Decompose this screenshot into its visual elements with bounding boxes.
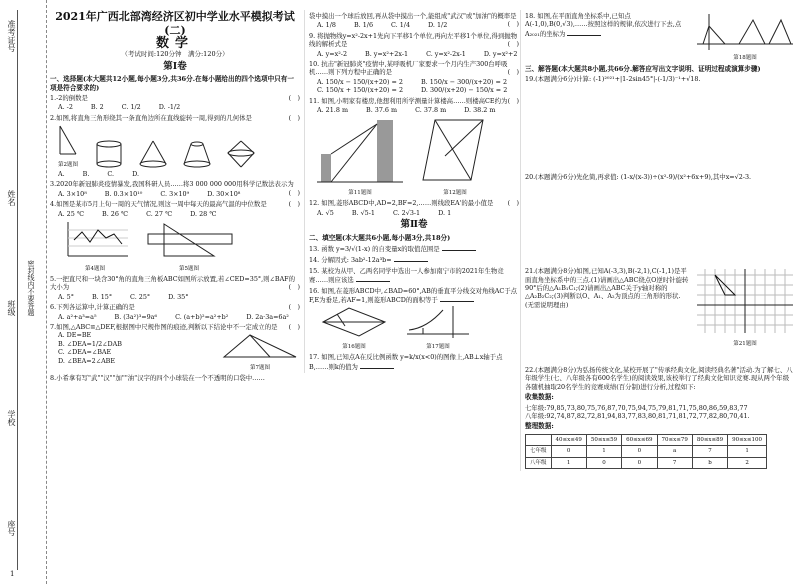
option: D. 30×10⁸ <box>207 189 241 198</box>
exam-meta: （考试时间:120分钟 满分:120分） <box>121 50 229 59</box>
question-4 <box>50 200 300 273</box>
figure-caption: 第4题图 <box>85 265 105 272</box>
table-cell: 1 <box>551 457 586 468</box>
figure-2 <box>54 124 82 169</box>
question-5 <box>50 275 300 301</box>
figure-caption: 第7题图 <box>250 364 270 371</box>
question-16 <box>309 287 519 352</box>
answer-blank[interactable] <box>360 362 394 369</box>
q-text: -2的倒数是 <box>56 94 88 103</box>
question-21 <box>525 267 794 348</box>
organize-heading: 整理数据: <box>525 422 554 431</box>
option: C. (a+b)²=a²+b² <box>175 312 229 321</box>
table-header-cell: 70≤x≤79 <box>657 434 692 445</box>
question-7 <box>50 323 300 372</box>
option: D. 2a·3a=6a² <box>246 312 289 321</box>
table-row <box>526 446 767 457</box>
section3-heading: 三、解答题(本大题共8小题,共66分.解答应写出文字说明、证明过程或演算步骤) <box>525 64 761 73</box>
data-row-grade7: 七年级:79,85,73,80,75,76,87,70,75,94,75,79,81,71,75,80,86,59,83,77 <box>525 403 748 412</box>
option: C. 37.8 m <box>415 106 447 115</box>
figure-18 <box>695 12 794 63</box>
inverse-function-figure <box>403 304 473 340</box>
figure-caption: 第11题图 <box>348 189 372 196</box>
coordinate-grid-figure <box>695 267 794 337</box>
question-13 <box>309 244 519 253</box>
table-cell: 0 <box>622 446 657 457</box>
q-text: 小希拿有写"武""汉""加""油"汉字的四个小球装在一个不透明的口袋中…… <box>56 374 265 383</box>
option: B. 26 ℃ <box>102 209 129 218</box>
table-cell: 0 <box>586 457 621 468</box>
question-14 <box>309 255 519 264</box>
answer-paren: ( ) <box>288 283 300 292</box>
q-text: 21.(本题满分8分)如图,已知A(-3,3),B(-2,1),C(-1,1)是平面直角坐标系中的三点.(1)请画出△ABC绕点O逆时针旋转90°后的△A₁B₁C₁;(2)请画出△ABC关于y轴对称的△A₂B₂C₂;(3)判断以O、A₁、A₂为顶点的三角形的形状.(无需说明理由) <box>525 267 689 309</box>
answer-paren: ( ) <box>288 322 300 331</box>
table-header-cell: 80≤x≤89 <box>692 434 727 445</box>
table-cell: b <box>692 457 727 468</box>
option: B. 15° <box>91 292 113 301</box>
answer-paren: ( ) <box>288 94 300 103</box>
option: A. √5 <box>317 208 334 217</box>
answer-paren: ( ) <box>507 96 519 105</box>
q-text: 18. 如图,在平面直角坐标系中,已知点A(-1,0),B(0,√3),……按照这样的规律,依次进行下去,点A₂₀₂₁的坐标为 <box>525 12 682 38</box>
option: A. <box>58 170 65 179</box>
q-text: 22.(本题满分8分)为弘扬传统文化,某校开展了"传承经典文化,阅读经典名著"活动.为了解七、八年级学生(七、八年级各有600名学生)的阅读效果,该校举行了经典文化知识竞赛.现从两个年级各随机抽取20名学生的竞赛成绩(百分制)进行分析,过程如下: <box>525 366 793 391</box>
option: C. 150/x + 150/(x+20) = 2 <box>317 86 404 95</box>
rolling-triangle-figure <box>695 12 794 52</box>
section2-heading: 二、填空题(本大题共6小题,每小题3分,共18分) <box>309 233 451 242</box>
question-17 <box>309 353 519 371</box>
option: C. 3×10⁹ <box>160 189 190 198</box>
q-text: 20.(本题满分6分)先化简,再求值: (1-x/(x-3))÷(x²-9)/(x²+6x+9),其中x=√2-3. <box>525 173 752 182</box>
rhombus-bisector-figure <box>319 304 389 340</box>
q-text: 15. 某校为从甲、乙两名同学中选出一人参加南宁市的2021年生物竞赛……则应该选 <box>309 266 504 285</box>
table-row <box>526 457 767 468</box>
answer-paren: ( ) <box>288 303 300 312</box>
question-19 <box>525 75 794 171</box>
option: B. y=x²+2x-1 <box>365 49 409 58</box>
triangle-figure <box>54 124 82 158</box>
figure-5 <box>144 220 234 273</box>
option: A. y=x²-2 <box>317 49 348 58</box>
option: D. 1 <box>438 208 452 217</box>
q-number: 4. <box>50 200 57 209</box>
question-3 <box>50 180 300 198</box>
cylinder-icon <box>92 139 126 169</box>
q-text: 如图,△ABC≌△DEF,根据图中尺规作图的痕迹,判断以下结论中不一定成立的是 <box>56 322 278 331</box>
q-text: 16. 如图,在菱形ABCD中,∠BAD=60°,AB的垂直平分线交对角线AC于点F,E为垂足,若AF=1,则菱形ABCD的面积等于 <box>309 286 518 304</box>
label-seat: 座号 <box>7 520 16 536</box>
answer-blank[interactable] <box>567 29 601 36</box>
option: A. a²+a³=a⁵ <box>58 312 97 321</box>
frequency-table <box>525 434 767 469</box>
q-number: 3. <box>50 180 57 189</box>
table-header-cell: 60≤x≤69 <box>622 434 657 445</box>
option: A. 5° <box>58 292 74 301</box>
figure-caption: 第16题图 <box>342 343 366 350</box>
option: A. 3×10⁸ <box>58 189 87 198</box>
option: C. 25° <box>130 292 151 301</box>
frustum-icon <box>180 139 214 169</box>
table-cell: 0 <box>551 446 586 457</box>
option: A. -2 <box>58 103 73 112</box>
q-text: 如图,将直角三角形绕其一条直角边所在直线旋转一周,得到的几何体是 <box>56 113 252 122</box>
answer-paren: ( ) <box>288 113 300 122</box>
q-text: 17. 如图,已知点A在反比例函数 y=k/x(x<0)的图像上,AB⊥x轴于点B,……则k的值为 <box>309 353 503 371</box>
label-seal-warning: 密封线内不要答题 <box>27 260 35 316</box>
option: D. 35° <box>168 292 189 301</box>
table-cell: 1 <box>586 446 621 457</box>
label-name: 姓名 <box>7 190 16 206</box>
option: C. y=x²-2x-1 <box>426 49 466 58</box>
option: D. 28 ℃ <box>190 209 217 218</box>
q-text: 2020年新冠肺炎疫情暴发,我国科研人员……将3 000 000 000用科学记数法表示为 <box>56 180 294 189</box>
exam-subject: 数学 <box>155 36 194 51</box>
collect-heading: 收集数据: <box>525 393 554 402</box>
q-number: 5. <box>50 274 57 283</box>
q-number: 6. <box>50 303 57 312</box>
table-cell: 7 <box>657 457 692 468</box>
figure-4 <box>60 220 130 273</box>
part1-label: 第Ⅰ卷 <box>163 60 187 72</box>
question-1 <box>50 94 300 112</box>
option: B. <box>82 170 90 179</box>
question-10 <box>309 60 519 95</box>
q-text: 13. 函数 y=3/√(1-x) 的自变量x的取值范围是 <box>309 244 440 253</box>
double-cone-icon <box>224 139 258 169</box>
question-12 <box>309 199 519 217</box>
option: D. ∠BEA=2∠ABE <box>58 356 116 365</box>
option: D. 300/(x+20) − 150/x = 2 <box>421 86 508 95</box>
q-text: 9. 将抛物线y=x²-2x+1先向下平移1个单位,再向左平移1个单位,得到抛物线的解析式是 <box>309 31 518 49</box>
option: B. √5-1 <box>351 208 375 217</box>
q-text: 19.(本题满分6分)计算: (-1)²⁰²¹+|1-2sin45°|-(-1/3)⁻¹+√18. <box>525 75 701 84</box>
table-header-cell: 50≤x≤59 <box>586 434 621 445</box>
q-text: 14. 分解因式: 3ab²-12a³b= <box>309 256 392 265</box>
option: C. 2√3-1 <box>392 208 421 217</box>
table-cell: 0 <box>622 457 657 468</box>
option: B. 37.6 m <box>366 106 398 115</box>
question-9 <box>309 32 519 58</box>
table-cell: a <box>657 446 692 457</box>
data-row-grade8: 八年级:92,74,87,82,72,81,94,83,77,83,80,81,71,81,72,77,82,80,70,41. <box>525 412 750 421</box>
answer-paren: ( ) <box>507 20 519 29</box>
table-cell: 八年级 <box>526 457 552 468</box>
temperature-line-chart <box>60 220 130 262</box>
answer-paren: ( ) <box>507 68 519 77</box>
building-height-figure <box>315 116 405 186</box>
column-1 <box>50 10 300 385</box>
option: A. 1/8 <box>317 21 336 30</box>
q-number: 7. <box>50 322 57 331</box>
table-cell: 2 <box>728 457 767 468</box>
section1-heading: 一、选择题(本大题共12小题,每小题3分,共36分.在每小题给出的四个选项中只有一项是符合要求的) <box>50 75 294 92</box>
table-header-row <box>526 434 767 445</box>
figure-12 <box>415 116 495 197</box>
table-cell: 七年级 <box>526 446 552 457</box>
figure-11 <box>315 116 405 197</box>
figure-7 <box>220 331 300 372</box>
q-number: 1. <box>50 94 57 103</box>
option: B. 2 <box>90 103 104 112</box>
page-mark: 1 <box>10 570 15 578</box>
label-class: 班级 <box>7 300 16 316</box>
option: C. 1/4 <box>391 21 411 30</box>
q-text: 下列各运算中,计算正确的是 <box>56 303 135 312</box>
answer-blank[interactable] <box>356 275 390 282</box>
question-8-cont <box>309 12 519 30</box>
option: B. 1/6 <box>353 21 374 30</box>
q-text: 10. 抗击"新冠肺炎"疫情中,某呼吸机厂家要求一个月内生产300台呼吸机……则下列方程中正确的是 <box>309 60 508 77</box>
answer-blank[interactable] <box>442 244 476 251</box>
figure-caption: 第17题图 <box>426 343 450 350</box>
option: B. ∠DEA=1/2∠DAB <box>58 339 122 348</box>
answer-blank[interactable] <box>440 295 474 302</box>
figure-caption: 第21题图 <box>733 340 757 347</box>
column-3 <box>520 10 794 471</box>
label-exam-no: 准考证号 <box>7 20 16 52</box>
table-header-cell <box>526 434 552 445</box>
exam-title: 2021年广西北部湾经济区初中学业水平模拟考试(二) <box>55 10 295 37</box>
q-text: 11. 如图,小明家有楼房,他想利用所学测量计算楼高……则楼高CE约为 <box>309 96 508 105</box>
part2-label: 第Ⅱ卷 <box>400 219 428 231</box>
option: D. 1/2 <box>428 21 448 30</box>
construction-figure <box>220 331 300 361</box>
option: B. 150/x − 300/(x+20) = 2 <box>420 77 508 86</box>
figure-caption: 第5题图 <box>179 265 199 272</box>
figure-caption: 第12题图 <box>443 189 467 196</box>
seal-line <box>17 10 18 570</box>
option: C. 1/2 <box>121 103 141 112</box>
answer-paren: ( ) <box>507 40 519 49</box>
binding-strip <box>0 0 47 584</box>
table-header-cell: 40≤x≤49 <box>551 434 586 445</box>
question-11 <box>309 97 519 198</box>
q-text: 袋中摸出一个球后放回,再从袋中摸出一个,能组成"武汉"或"加油"的概率是 <box>309 12 517 20</box>
answer-paren: ( ) <box>507 199 519 208</box>
option: D. -1/2 <box>158 103 181 112</box>
q-text: 一把直尺和一块含30°角的直角三角板ABC如图所示放置,若∠CED=35°,则∠BAF的大小为 <box>50 274 296 292</box>
option: D. 38.2 m <box>464 106 496 115</box>
column-2 <box>304 10 519 373</box>
question-18 <box>525 12 794 63</box>
answer-paren: ( ) <box>288 200 300 209</box>
figure-16 <box>319 304 389 351</box>
option: C. 27 ℃ <box>146 209 173 218</box>
option: D. <box>132 170 140 179</box>
question-6 <box>50 303 300 321</box>
table-cell: 7 <box>692 446 727 457</box>
question-15 <box>309 267 519 285</box>
answer-blank[interactable] <box>394 255 428 262</box>
question-8 <box>50 374 300 382</box>
option: A. DE=BE <box>58 331 92 340</box>
figure-21 <box>695 267 794 348</box>
label-school: 学校 <box>7 410 16 426</box>
table-header-cell: 90≤x≤100 <box>728 434 767 445</box>
table-cell: 1 <box>728 446 767 457</box>
q-number: 2. <box>50 113 57 122</box>
option: B. 0.3×10¹⁰ <box>104 189 143 198</box>
figure-caption: 第18题图 <box>733 55 757 62</box>
option: A. 25 ℃ <box>58 209 84 218</box>
ruler-triangle-figure <box>144 220 234 262</box>
question-22 <box>525 366 794 469</box>
option: A. 21.8 m <box>317 106 348 115</box>
option: B. (3a²)³=9a⁶ <box>114 312 158 321</box>
figure-caption: 第2题图 <box>58 161 78 168</box>
option: C. <box>107 170 115 179</box>
q-text: 12. 如图,菱形ABCD中,AD=2,BF=2,……则线段EA'的最小值是 <box>309 199 494 208</box>
q-number: 8. <box>50 374 57 383</box>
option: D. y=x²+2 <box>483 49 518 58</box>
option: C. ∠DEA=∠BAE <box>58 348 112 357</box>
rhombus-figure <box>415 116 495 186</box>
option: A. 150/x − 150/(x+20) = 2 <box>317 77 403 86</box>
question-20 <box>525 173 794 265</box>
cone-icon <box>136 139 170 169</box>
answer-paren: ( ) <box>288 188 300 197</box>
q-text: 如图是某市5月上旬一周的天气情况,则这一周中每天的最高气温的中位数是 <box>56 200 267 209</box>
question-2 <box>50 114 300 179</box>
figure-17 <box>403 304 473 351</box>
